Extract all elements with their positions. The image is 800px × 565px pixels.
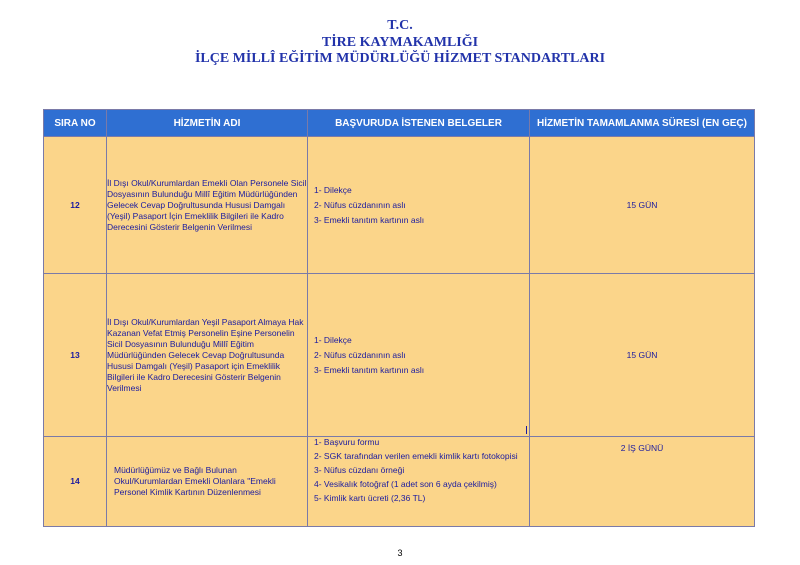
page-number: 3 [397,548,403,558]
header-title: İLÇE MİLLÎ EĞİTİM MÜDÜRLÜĞÜ HİZMET STANDARTLARI [194,51,606,66]
document-item: 3- Emekli tanıtım kartının aslı [314,364,425,375]
completion-time: 15 GÜN [530,137,755,274]
document-item: 2- SGK tarafından verilen emekli kimlik kartı fotokopisi [314,451,518,461]
table-row [44,437,755,527]
service-name: Müdürlüğümüz ve Bağlı Bulunan Okul/Kurumlardan Emekli Olanlara "Emekli Personel Kimlik Kartının Düzenlenmesi [107,437,308,527]
service-name: İl Dışı Okul/Kurumlardan Yeşil Pasaport Almaya Hak Kazanan Vefat Etmiş Personelin Eşine Personelin Sicil Dosyasının Bulunduğu Millî Eğitim Müdürlüğünden Gelecek Cevap Doğrultusunda Hususi Damgalı (Yeşil) Pasaport için Emeklilik Bilgileri ile Kadro Derecesini Gösterir Belgenin Verilmesi [107,274,308,437]
row-number: 13 [44,274,107,437]
completion-time: 15 GÜN [530,274,755,437]
document-item: 3- Nüfus cüzdanı örneği [314,465,405,475]
col-header-sure: HİZMETİN TAMAMLANMA SÜRESİ (EN GEÇ) [530,110,755,137]
required-documents [308,437,530,527]
col-header-hizmet-adi: HİZMETİN ADI [107,110,308,137]
table-row [44,137,755,274]
completion-time: 2 İŞ GÜNÜ [530,437,755,527]
document-item: 1- Dilekçe [314,184,352,195]
header-tc: T.C. [387,18,413,33]
cell-mark [526,426,527,434]
table-header-row [44,110,755,137]
col-header-sira-no: SIRA NO [44,110,107,137]
document-item: 1- Dilekçe [314,334,352,345]
document-item: 2- Nüfus cüzdanının aslı [314,349,406,360]
header-kaymakamlik: TİRE KAYMAKAMLIĞI [321,35,479,50]
table-row [44,274,755,437]
required-documents [308,274,530,437]
row-number: 12 [44,137,107,274]
document-item: 2- Nüfus cüzdanının aslı [314,199,406,210]
service-name: İl Dışı Okul/Kurumlardan Emekli Olan Personele Sicil Dosyasının Bulunduğu Millî Eğitim Müdürlüğünden Gelecek Cevap Doğrultusunda Hususi Damgalı (Yeşil) Pasaport İçin Emeklilik Bilgileri ile Kadro Derecesini Gösterir Belgenin Verilmesi [107,137,308,274]
service-standards-table [43,109,755,527]
col-header-belgeler: BAŞVURUDA İSTENEN BELGELER [308,110,530,137]
required-documents [308,137,530,274]
document-item: 5- Kimlik kartı ücreti (2,36 TL) [314,493,426,503]
row-number: 14 [44,437,107,527]
document-item: 1- Başvuru formu [314,437,380,447]
document-item: 3- Emekli tanıtım kartının aslı [314,214,425,225]
document-item: 4- Vesikalık fotoğraf (1 adet son 6 ayda çekilmiş) [314,479,497,489]
